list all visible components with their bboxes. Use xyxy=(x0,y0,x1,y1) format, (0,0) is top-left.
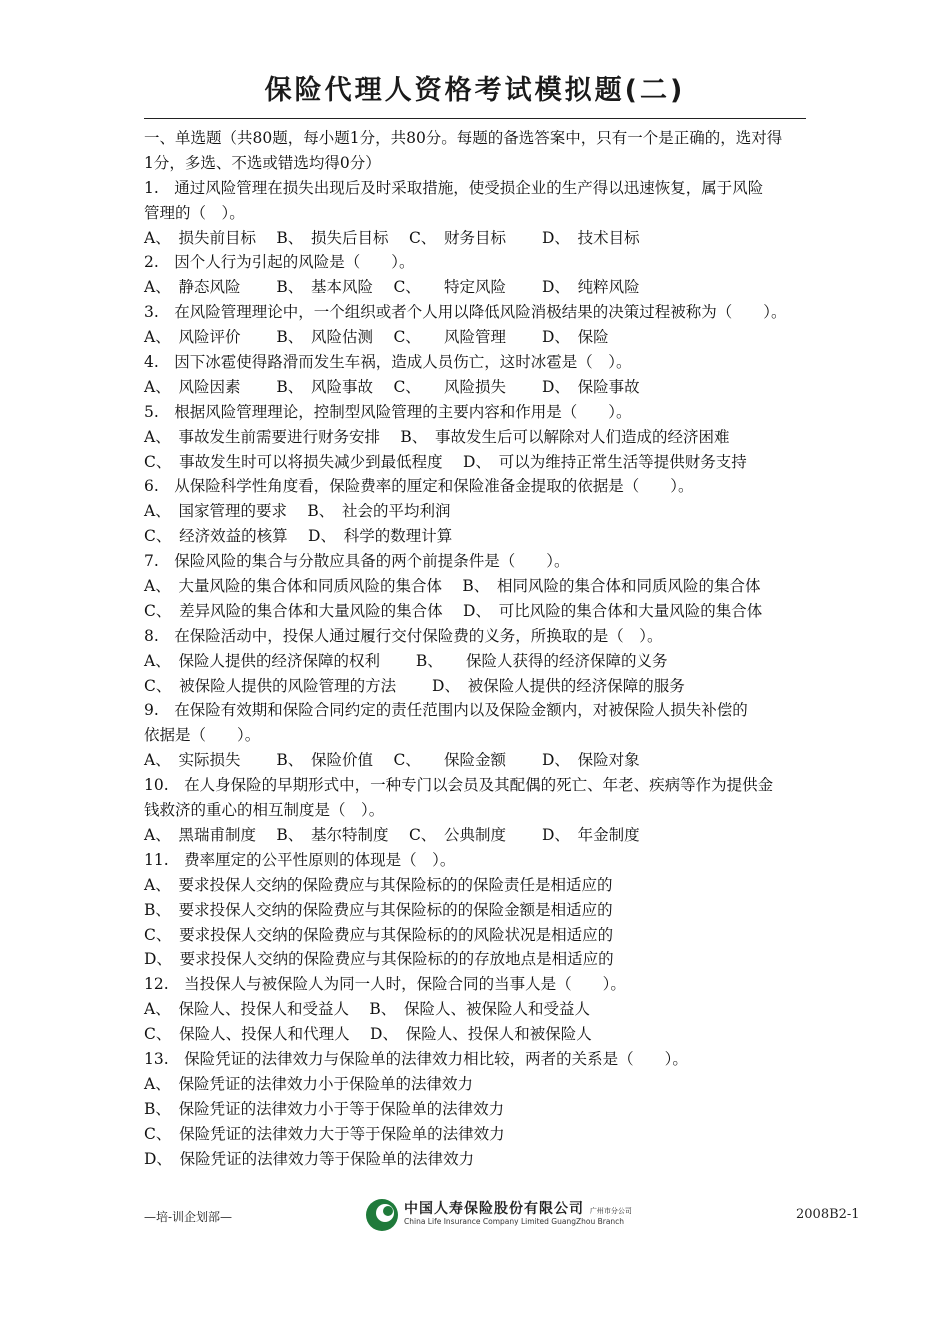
logo-cn-name: 中国人寿保险股份有限公司 xyxy=(404,1201,584,1217)
text-line: 4. 因下冰雹使得路滑而发生车祸，造成人员伤亡，这时冰雹是（ ）。 xyxy=(144,353,632,372)
text-line: 依据是（ ）。 xyxy=(144,726,261,745)
logo-english-name: China Life Insurance Company Limited GuangZhou Branch xyxy=(404,1217,625,1226)
text-line: 2. 因个人行为引起的风险是（ ）。 xyxy=(144,253,415,272)
text-line: 9. 在保险有效期和保险合同约定的责任范围内以及保险金额内，对被保险人损失补偿的 xyxy=(144,701,748,720)
company-logo xyxy=(364,1195,664,1235)
text-line: C、 经济效益的核算 D、 科学的数理计算 xyxy=(144,527,453,546)
logo-branch-name: 广州市分公司 xyxy=(589,1207,632,1215)
china-life-emblem-icon xyxy=(364,1197,400,1233)
text-line: 1. 通过风险管理在损失出现后及时采取措施，使受损企业的生产得以迅速恢复，属于风险 xyxy=(144,178,764,197)
text-line: A、 事故发生前需要进行财务安排 B、 事故发生后可以解除对人们造成的经济困难 xyxy=(144,427,730,446)
logo-company-name xyxy=(404,1198,632,1218)
question-body xyxy=(144,126,814,1171)
text-line: D、 保险凭证的法律效力等于保险单的法律效力 xyxy=(144,1149,475,1168)
text-line: 10. 在人身保险的早期形式中，一种专门以会员及其配偶的死亡、年老、疾病等作为提供金 xyxy=(144,776,774,795)
text-line: 3. 在风险管理理论中，一个组织或者个人用以降低风险消极结果的决策过程被称为（ ）。 xyxy=(144,303,787,322)
text-line: A、 要求投保人交纳的保险费应与其保险标的的保险责任是相适应的 xyxy=(144,875,613,894)
text-line: A、 实际损失 B、 保险价值 C、 保险金额 D、 保险对象 xyxy=(144,751,640,770)
text-line: C、 差异风险的集合体和大量风险的集合体 D、 可比风险的集合体和大量风险的集合体 xyxy=(144,601,763,620)
text-line: 11. 费率厘定的公平性原则的体现是（ ）。 xyxy=(144,850,456,869)
text-line: 13. 保险凭证的法律效力与保险单的法律效力相比较，两者的关系是（ ）。 xyxy=(144,1049,688,1068)
text-line: A、 风险评价 B、 风险估测 C、 风险管理 D、 保险 xyxy=(144,328,609,347)
text-line: 7. 保险风险的集合与分散应具备的两个前提条件是（ ）。 xyxy=(144,552,570,571)
text-line: A、 大量风险的集合体和同质风险的集合体 B、 相同风险的集合体和同质风险的集合体 xyxy=(144,577,761,596)
text-line: 12. 当投保人与被保险人为同一人时，保险合同的当事人是（ ）。 xyxy=(144,975,626,994)
text-line: 1分，多选、不选或错选均得0分） xyxy=(144,153,381,172)
text-line: B、 要求投保人交纳的保险费应与其保险标的的保险金额是相适应的 xyxy=(144,900,613,919)
text-line: C、 保险人、投保人和代理人 D、 保险人、投保人和被保险人 xyxy=(144,1025,592,1044)
text-line: C、 事故发生时可以将损失减少到最低程度 D、 可以为维持正常生活等提供财务支持 xyxy=(144,452,747,471)
text-line: A、 黑瑞甫制度 B、 基尔特制度 C、 公典制度 D、 年金制度 xyxy=(144,825,640,844)
text-line: C、 保险凭证的法律效力大于等于保险单的法律效力 xyxy=(144,1124,505,1143)
text-line: 5. 根据风险管理理论，控制型风险管理的主要内容和作用是（ ）。 xyxy=(144,402,632,421)
text-line: 8. 在保险活动中，投保人通过履行交付保险费的义务，所换取的是（ ）。 xyxy=(144,626,663,645)
text-line: A、 国家管理的要求 B、 社会的平均利润 xyxy=(144,502,451,521)
footer-department: —培-训企划部— xyxy=(144,1210,233,1224)
title-divider xyxy=(144,118,806,119)
text-line: A、 风险因素 B、 风险事故 C、 风险损失 D、 保险事故 xyxy=(144,377,640,396)
text-line: A、 损失前目标 B、 损失后目标 C、 财务目标 D、 技术目标 xyxy=(144,228,640,247)
text-line: 6. 从保险科学性角度看，保险费率的厘定和保险准备金提取的依据是（ ）。 xyxy=(144,477,694,496)
text-line: 钱救济的重心的相互制度是（ ）。 xyxy=(144,801,385,820)
text-line: C、 被保险人提供的风险管理的方法 D、 被保险人提供的经济保障的服务 xyxy=(144,676,685,695)
text-line: A、 静态风险 B、 基本风险 C、 特定风险 D、 纯粹风险 xyxy=(144,278,640,297)
text-line: 一、单选题（共80题，每小题1分，共80分。每题的备选答案中，只有一个是正确的，选对得 xyxy=(144,129,783,147)
page-title: 保险代理人资格考试模拟题(二) xyxy=(264,75,686,106)
text-line: A、 保险凭证的法律效力小于保险单的法律效力 xyxy=(144,1074,473,1093)
page-code: 2008B2-1 xyxy=(796,1207,860,1222)
text-line: 管理的（ ）。 xyxy=(144,203,245,222)
text-line: A、 保险人提供的经济保障的权利 B、 保险人获得的经济保障的义务 xyxy=(144,651,668,670)
text-line: D、 要求投保人交纳的保险费应与其保险标的的存放地点是相适应的 xyxy=(144,950,614,969)
text-line: B、 保险凭证的法律效力小于等于保险单的法律效力 xyxy=(144,1099,505,1118)
text-line: A、 保险人、投保人和受益人 B、 保险人、被保险人和受益人 xyxy=(144,1000,591,1019)
text-line: C、 要求投保人交纳的保险费应与其保险标的的风险状况是相适应的 xyxy=(144,925,614,944)
